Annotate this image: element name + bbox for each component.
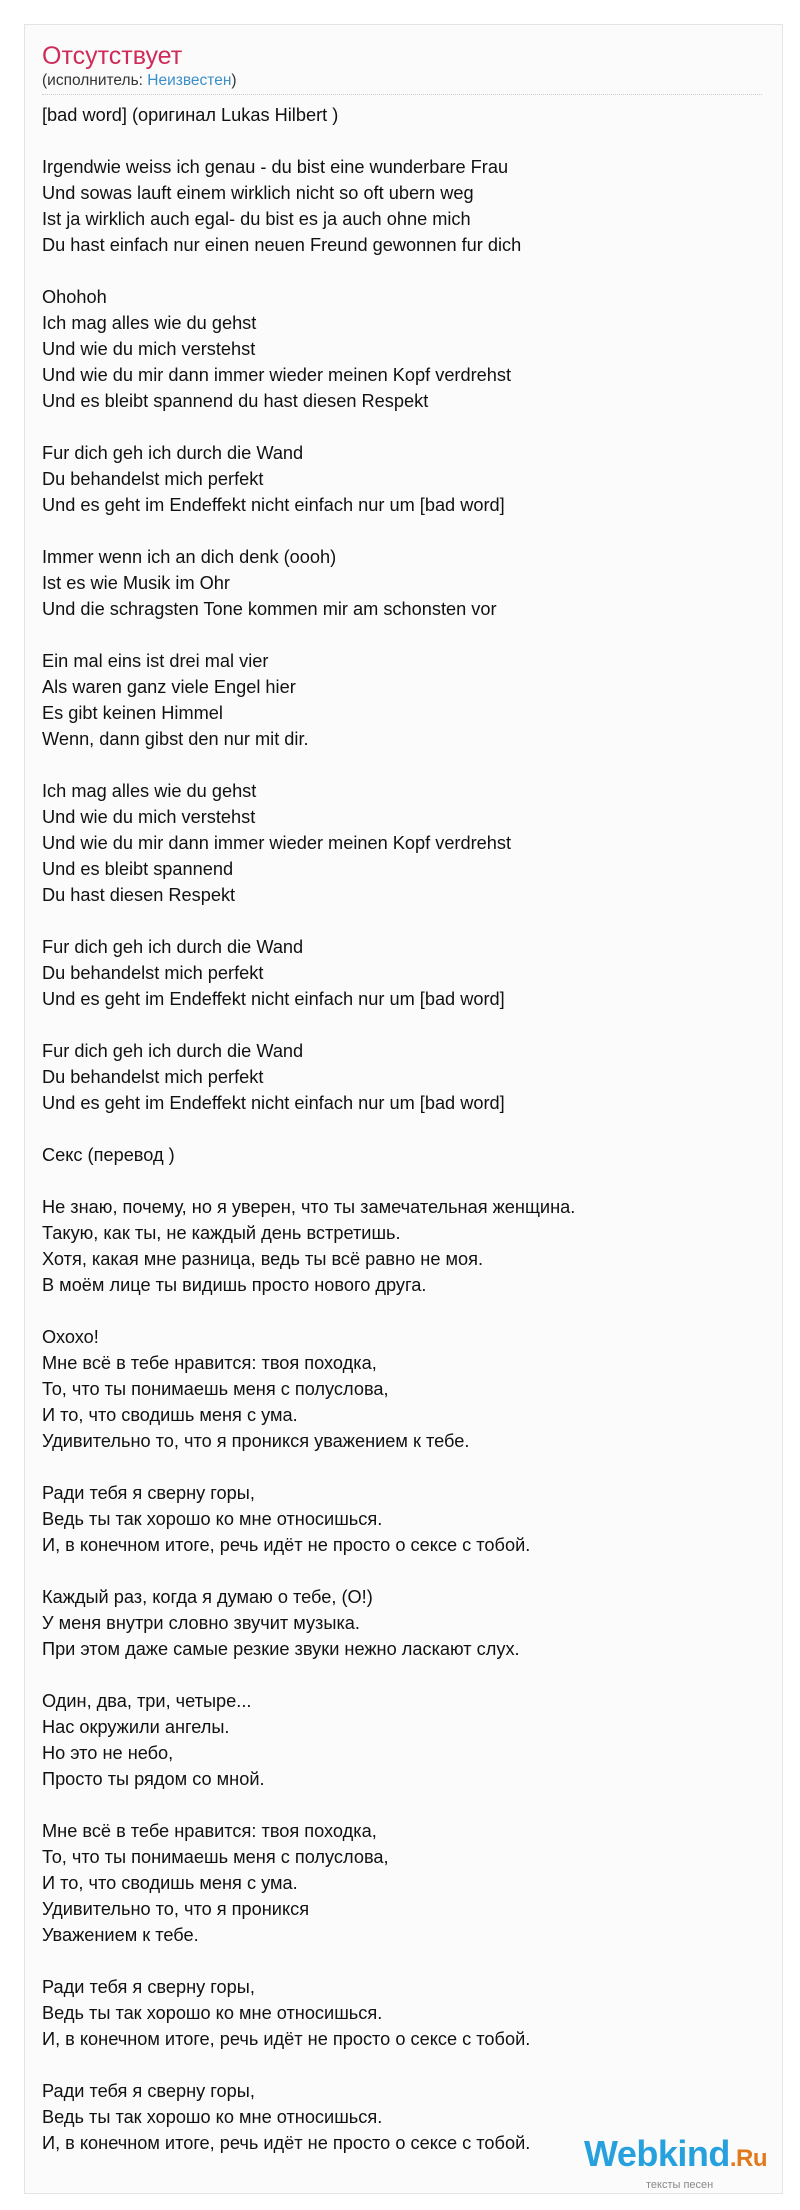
stanza-gap	[42, 1558, 762, 1584]
lyric-line: Удивительно то, что я проникся	[42, 1899, 310, 1919]
lyric-line: Du behandelst mich perfekt	[42, 469, 264, 489]
lyric-line: Und es geht im Endeffekt nicht einfach nur um [bad word]	[42, 495, 505, 515]
lyric-line: И, в конечном итоге, речь идёт не просто о сексе с тобой.	[42, 2133, 531, 2153]
stanza-gap	[42, 1948, 762, 1974]
lyric-line: [bad word] (оригинал Lukas Hilbert )	[42, 105, 339, 125]
lyric-line: Удивительно то, что я проникся уважением к тебе.	[42, 1431, 470, 1451]
stanza-gap	[42, 752, 762, 778]
stanza-gap	[42, 1116, 762, 1142]
lyric-line: Ради тебя я сверну горы,	[42, 2081, 255, 2101]
lyric-line: Просто ты рядом со мной.	[42, 1769, 265, 1789]
lyric-line: Один, два, три, четыре...	[42, 1691, 252, 1711]
song-title: Отсутствует	[42, 42, 183, 70]
logo-tagline: тексты песен	[646, 2179, 714, 2191]
stanza-gap	[42, 908, 762, 934]
lyric-line: Als waren ganz viele Engel hier	[42, 677, 296, 697]
lyric-line: Но это не небо,	[42, 1743, 174, 1763]
lyric-line: В моём лице ты видишь просто нового друга.	[42, 1275, 427, 1295]
lyric-line: То, что ты понимаешь меня с полуслова,	[42, 1847, 389, 1867]
lyric-line: Und wie du mir dann immer wieder meinen Kopf verdrehst	[42, 365, 512, 385]
stanza-gap	[42, 414, 762, 440]
stanza-gap	[42, 1298, 762, 1324]
lyric-line: Не знаю, почему, но я уверен, что ты замечательная женщина.	[42, 1197, 576, 1217]
lyric-line: Irgendwie weiss ich genau - du bist eine wunderbare Frau	[42, 157, 509, 177]
stanza-gap	[42, 622, 762, 648]
lyric-line: Und es bleibt spannend du hast diesen Respekt	[42, 391, 429, 411]
lyric-line: Охохо!	[42, 1327, 99, 1347]
stanza-gap	[42, 1454, 762, 1480]
stanza-gap	[42, 1662, 762, 1688]
lyric-line: Ich mag alles wie du gehst	[42, 313, 257, 333]
lyric-line: Ein mal eins ist drei mal vier	[42, 651, 269, 671]
lyric-line: Ohohoh	[42, 287, 107, 307]
lyric-line: Мне всё в тебе нравится: твоя походка,	[42, 1821, 377, 1841]
lyric-line: У меня внутри словно звучит музыка.	[42, 1613, 360, 1633]
lyric-line: Секс (перевод )	[42, 1145, 175, 1165]
lyric-line: Ради тебя я сверну горы,	[42, 1977, 255, 1997]
logo-tld: .Ru	[729, 2145, 768, 2172]
lyric-line: Мне всё в тебе нравится: твоя походка,	[42, 1353, 377, 1373]
lyric-line: Ich mag alles wie du gehst	[42, 781, 257, 801]
lyric-line: Und es geht im Endeffekt nicht einfach nur um [bad word]	[42, 989, 505, 1009]
lyric-line: То, что ты понимаешь меня с полуслова,	[42, 1379, 389, 1399]
artist-prefix: (исполнитель:	[42, 72, 148, 89]
lyric-line: И то, что сводишь меня с ума.	[42, 1405, 298, 1425]
stanza-gap	[42, 2052, 762, 2078]
lyric-line: Ради тебя я сверну горы,	[42, 1483, 255, 1503]
lyric-line: Und es bleibt spannend	[42, 859, 234, 879]
lyric-line: Ведь ты так хорошо ко мне относишься.	[42, 2003, 383, 2023]
lyric-line: Du behandelst mich perfekt	[42, 1067, 264, 1087]
lyric-line: И то, что сводишь меня с ума.	[42, 1873, 298, 1893]
lyric-line: Und wie du mich verstehst	[42, 339, 256, 359]
lyric-line: И, в конечном итоге, речь идёт не просто о сексе с тобой.	[42, 2029, 531, 2049]
lyric-line: Хотя, какая мне разница, ведь ты всё равно не моя.	[42, 1249, 484, 1269]
lyrics-text	[42, 102, 762, 2156]
lyric-line: Und wie du mich verstehst	[42, 807, 256, 827]
stanza-gap	[42, 128, 762, 154]
lyric-line: Нас окружили ангелы.	[42, 1717, 230, 1737]
header-divider	[42, 94, 762, 95]
lyric-line: Уважением к тебе.	[42, 1925, 199, 1945]
lyric-line: Ist ja wirklich auch egal- du bist es ja auch ohne mich	[42, 209, 471, 229]
site-logo[interactable]	[584, 2134, 767, 2191]
lyric-line: Ведь ты так хорошо ко мне относишься.	[42, 2107, 383, 2127]
lyric-line: Es gibt keinen Himmel	[42, 703, 223, 723]
lyric-line: Такую, как ты, не каждый день встретишь.	[42, 1223, 401, 1243]
lyric-line: Ведь ты так хорошо ко мне относишься.	[42, 1509, 383, 1529]
lyric-line: Du hast einfach nur einen neuen Freund gewonnen fur dich	[42, 235, 522, 255]
lyric-line: Und wie du mir dann immer wieder meinen Kopf verdrehst	[42, 833, 512, 853]
lyric-line: И, в конечном итоге, речь идёт не просто о сексе с тобой.	[42, 1535, 531, 1555]
stanza-gap	[42, 258, 762, 284]
artist-suffix: )	[231, 72, 237, 89]
logo-name: Webkind	[584, 2133, 730, 2174]
lyric-line: Und die schragsten Tone kommen mir am schonsten vor	[42, 599, 497, 619]
lyric-line: Du behandelst mich perfekt	[42, 963, 264, 983]
lyric-line: Du hast diesen Respekt	[42, 885, 236, 905]
lyric-line: Fur dich geh ich durch die Wand	[42, 1041, 304, 1061]
stanza-gap	[42, 518, 762, 544]
lyric-line: Immer wenn ich an dich denk (oooh)	[42, 547, 337, 567]
lyric-line: Fur dich geh ich durch die Wand	[42, 937, 304, 957]
lyric-line: Ist es wie Musik im Ohr	[42, 573, 230, 593]
artist-link[interactable]: Неизвестен	[147, 72, 232, 89]
lyric-line: Und sowas lauft einem wirklich nicht so oft ubern weg	[42, 183, 474, 203]
lyric-line: Wenn, dann gibst den nur mit dir.	[42, 729, 309, 749]
lyric-line: Fur dich geh ich durch die Wand	[42, 443, 304, 463]
lyric-line: При этом даже самые резкие звуки нежно ласкают слух.	[42, 1639, 520, 1659]
logo-wordmark	[584, 2134, 767, 2179]
stanza-gap	[42, 1012, 762, 1038]
stanza-gap	[42, 1168, 762, 1194]
lyric-line: Каждый раз, когда я думаю о тебе, (О!)	[42, 1587, 373, 1607]
lyric-line: Und es geht im Endeffekt nicht einfach nur um [bad word]	[42, 1093, 505, 1113]
stanza-gap	[42, 1792, 762, 1818]
artist-line	[42, 72, 237, 90]
